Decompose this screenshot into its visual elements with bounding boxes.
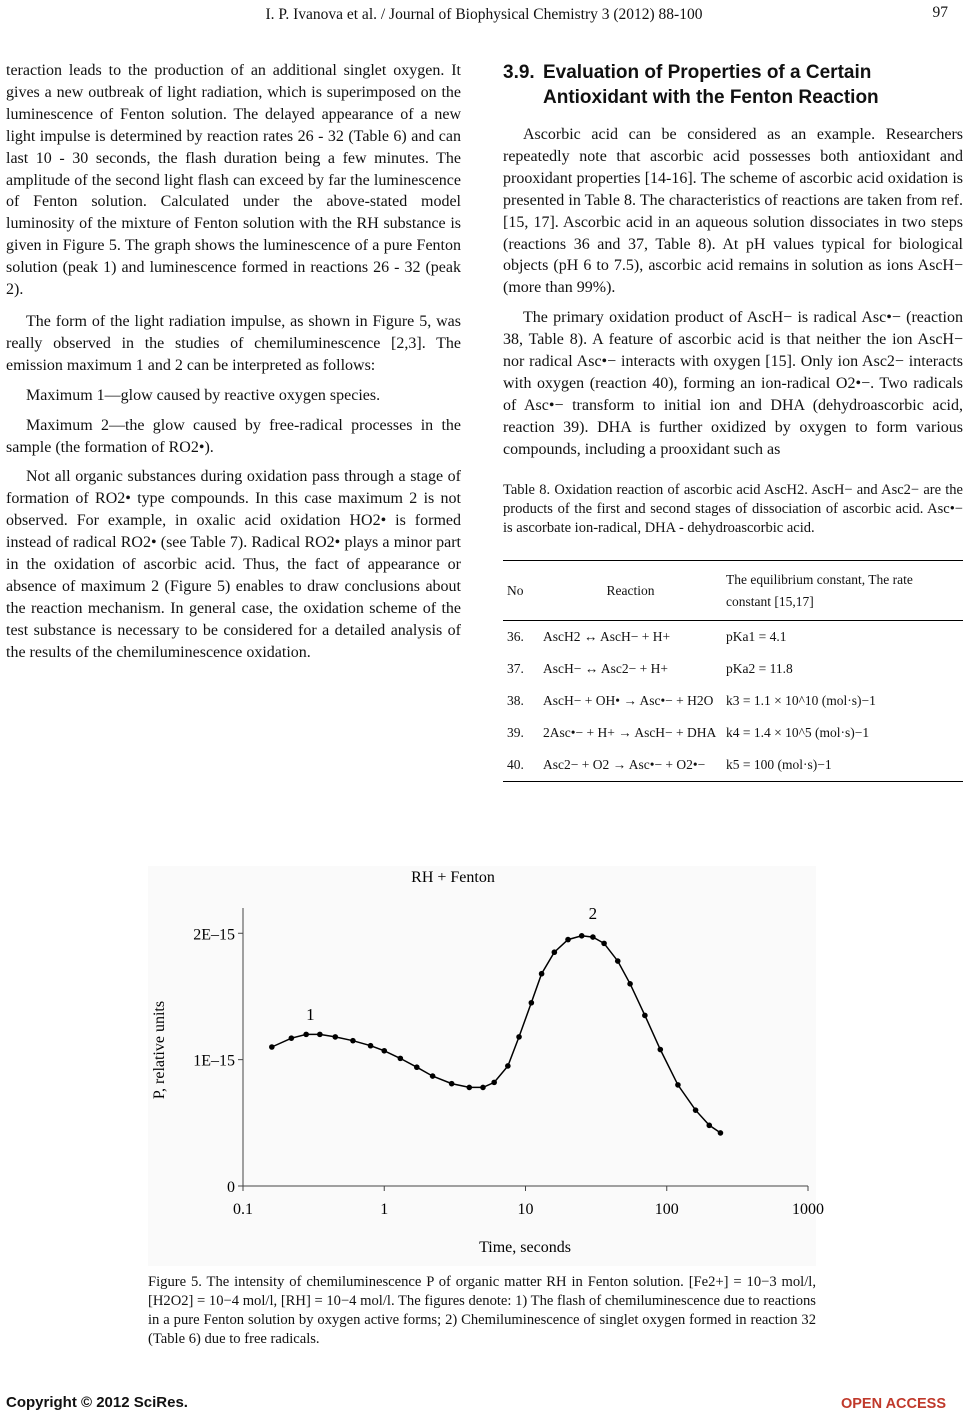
data-point (579, 933, 585, 939)
data-point (627, 981, 633, 987)
table-cell: 37. (507, 661, 524, 677)
section-number: 3.9. (503, 62, 535, 83)
data-point (332, 1034, 338, 1040)
page-number: 97 (932, 4, 948, 21)
data-point (491, 1080, 497, 1086)
table-cell: 39. (507, 725, 524, 741)
left-column (6, 60, 461, 664)
paragraph: Not all organic substances during oxidation pass through a stage of formation of RO2• type compounds. In this case maximum 2 is not observed. For example, in oxalic acid oxidation HO2• is formed instead of radical RO2• (see Table 7). Radical RO2• plays a minor part in the oxidation of ascorbic acid. Thus, the fact of appearance or absence of maximum 2 (Figure 5) enables to draw conclusions about the reaction mechanism. In general case, the oxidation scheme of the test substance is necessary to be considered for a detailed analysis of the results of the chemiluminescence oxidation. (6, 468, 461, 661)
table-row (503, 621, 963, 653)
x-tick-label: 100 (654, 1201, 679, 1218)
data-point (601, 941, 607, 947)
data-point (590, 934, 596, 940)
data-point (414, 1064, 420, 1070)
data-point (706, 1123, 712, 1129)
table-cell: k5 = 100 (mol·s)−1 (722, 749, 963, 781)
table-cell: AscH− ↔ Asc2− + H+ (543, 661, 668, 677)
data-point (350, 1038, 356, 1044)
table-cell: Asc2− + O2 → Asc•− + O2•− (539, 749, 722, 781)
data-point (718, 1130, 724, 1136)
table-cell: pKa1 = 4.1 (726, 629, 787, 645)
copyright: Copyright © 2012 SciRes. (6, 1394, 188, 1411)
table-cell: 40. (503, 749, 539, 781)
table-cell: 38. (507, 693, 524, 709)
peak-label: 1 (306, 1005, 315, 1025)
data-point (529, 1000, 535, 1006)
paragraph: Ascorbic acid can be considered as an example. Researchers repeatedly note that ascorbic acid possesses both antioxidant and prooxidant properties [14-16]. The scheme of ascorbic acid oxidation is presented in Table 8. The characteristics of reactions are taken from ref. [15, 17]. Ascorbic acid in an aqueous solution dissociates in two steps (reactions 36 and 37, Table 8). At pH values typical for biological objects (pH 6 to 7.5), ascorbic acid remains in solution as ions AscH− (more than 99%). (503, 126, 963, 297)
data-point (430, 1073, 436, 1079)
data-point (642, 1013, 648, 1019)
y-tick-label: 2E–15 (193, 926, 235, 944)
table-row (503, 653, 963, 685)
open-access-badge: OPEN ACCESS (840, 1396, 946, 1412)
data-point (398, 1056, 404, 1062)
data-point (381, 1048, 387, 1054)
x-tick-label: 10 (517, 1201, 534, 1218)
paragraph: Maximum 2—the glow caused by free-radical processes in the sample (the formation of RO2•). (6, 416, 461, 456)
table-cell: AscH− + OH• → Asc•− + H2O (543, 693, 714, 709)
table-header-row (503, 560, 963, 621)
figure-caption: Figure 5. The intensity of chemiluminescence P of organic matter RH in Fenton solution. [Fe2+] = 10−3 mol/l, [H2O2] = 10−4 mol/l, [RH] = 10−4 mol/l. The figures denote: 1) The flash of chemiluminescence due to reactions in a pure Fenton solution by oxygen active forms; 2) Chemiluminescence of singlet oxygen formed in reaction 32 (Table 6) due to free radicals. (148, 1274, 816, 1347)
data-point (449, 1081, 455, 1087)
data-point (480, 1085, 486, 1091)
table-cell: pKa2 = 11.8 (726, 661, 793, 677)
table-cell: k4 = 1.4 × 10^5 (mol·s)−1 (726, 725, 870, 741)
data-point (552, 949, 558, 955)
data-point (269, 1044, 275, 1050)
data-point (615, 958, 621, 964)
x-tick-label: 1000 (792, 1201, 824, 1218)
paragraph: The form of the light radiation impulse, as shown in Figure 5, was really observed in the studies of chemiluminescence [2,3]. The emission maximum 1 and 2 can be interpreted as follows: (6, 312, 461, 374)
table-cell: AscH2 ↔ AscH− + H+ (543, 629, 671, 645)
y-tick-label: 1E–15 (193, 1052, 235, 1070)
x-tick-label: 0.1 (233, 1201, 253, 1218)
data-point (505, 1063, 511, 1069)
chemiluminescence-chart (148, 866, 824, 1266)
data-point (565, 937, 571, 943)
data-point (693, 1107, 699, 1113)
data-point (466, 1085, 472, 1091)
data-point (516, 1034, 522, 1040)
paragraph: Maximum 1—glow caused by reactive oxygen species. (26, 386, 381, 404)
data-point (289, 1035, 295, 1041)
data-point (657, 1047, 663, 1053)
chart-title: RH + Fenton (411, 869, 495, 886)
running-header: I. P. Ivanova et al. / Journal of Biophysical Chemistry 3 (2012) 88-100 (265, 6, 703, 23)
x-tick-label: 1 (380, 1201, 389, 1218)
table-row (503, 685, 963, 717)
table-header: The equilibrium constant, The rate constant [15,17] (722, 560, 963, 621)
table-row (503, 749, 963, 781)
table-cell: k3 = 1.1 × 10^10 (mol·s)−1 (726, 693, 876, 709)
x-axis-label: Time, seconds (479, 1239, 571, 1256)
table-row (503, 717, 963, 749)
section-title-line1: Evaluation of Properties of a Certain (543, 62, 872, 83)
paragraph: teraction leads to the production of an additional singlet oxygen. It gives a new outbreak of light radiation, which is superimposed on the luminescence of Fenton solution. The delayed appearance of a new light impulse is determined by reaction rates 26 - 32 (Table 6) and can last 10 - 30 seconds, the flash duration being a few minutes. The amplitude of the second light flash can exceed by far the luminescence of Fenton solution. Calculated under the above-stated model luminosity of the mixture of Fenton solution with the RH substance is given in Figure 5. The graph shows the luminescence of a pure Fenton solution (peak 1) and luminescence formed in reactions 26 - 32 (peak 2). (6, 62, 461, 299)
data-point (303, 1032, 309, 1038)
table-caption: Table 8. Oxidation reaction of ascorbic acid AscH2. AscH− and Asc2− are the products of the first and second stages of dissociation of ascorbic acid. Asc•− is ascorbate ion-radical, DHA - dehydroascorbic acid. (503, 481, 963, 536)
data-point (539, 971, 545, 977)
section-heading (503, 60, 963, 110)
section-title-line2: Antioxidant with the Fenton Reaction (543, 87, 879, 108)
y-tick-label: 0 (227, 1179, 235, 1196)
y-axis-label: P, relative units (151, 1000, 168, 1100)
peak-label: 2 (588, 903, 598, 923)
data-point (675, 1082, 681, 1088)
data-point (317, 1032, 323, 1038)
right-column (503, 60, 963, 782)
table-cell: 2Asc•− + H+ → AscH− + DHA (543, 725, 717, 741)
data-point (368, 1043, 374, 1049)
table-cell: 36. (507, 629, 524, 645)
table-header: Reaction (539, 560, 722, 621)
reaction-table (503, 560, 963, 782)
table-header: No (503, 560, 539, 621)
paragraph: The primary oxidation product of AscH− is radical Asc•− (reaction 38, Table 8). A feature of ascorbic acid is that neither the ion AscH− nor radical Asc•− interacts with oxygen [15]. Only ion Asc2− interacts with oxygen (reaction 40), forming an ion-radical O2•−. Two radicals of Asc•− transform to initial ion and DHA (dehydroascorbic acid, reaction 39). DHA is further oxidized by oxygen to form various compounds, including a prooxidant such as (503, 309, 963, 458)
